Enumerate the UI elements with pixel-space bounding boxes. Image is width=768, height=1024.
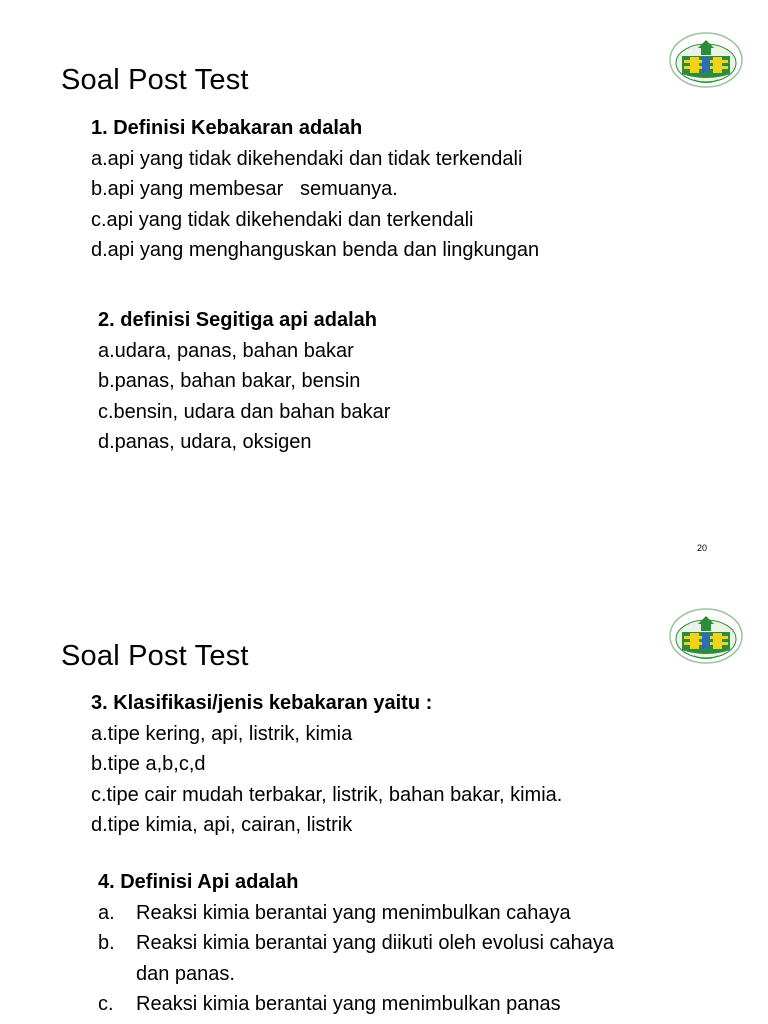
question-heading: 4. Definisi Api adalah <box>98 871 299 893</box>
option-c: c.api yang tidak dikehendaki dan terkendali <box>91 208 474 231</box>
option-text: Reaksi kimia berantai yang diikuti oleh evolusi cahaya dan panas. <box>136 932 615 985</box>
option-b: b.api yang membesar semuanya. <box>91 178 398 200</box>
institution-logo-icon <box>668 30 744 90</box>
question-heading: 2. definisi Segitiga api adalah <box>98 309 377 331</box>
question-3 <box>91 688 562 841</box>
option-text: Reaksi kimia berantai yang menimbulkan panas <box>136 993 561 1015</box>
option-a: a.api yang tidak dikehendaki dan tidak terkendali <box>91 147 523 170</box>
option-b <box>98 928 656 989</box>
option-d: d.panas, udara, oksigen <box>98 431 312 453</box>
option-b: b.panas, bahan bakar, bensin <box>98 370 361 392</box>
option-letter: b. <box>98 932 115 954</box>
institution-logo-icon <box>668 606 744 666</box>
option-a: a.udara, panas, bahan bakar <box>98 339 354 362</box>
question-heading: 3. Klasifikasi/jenis kebakaran yaitu : <box>91 692 433 714</box>
option-c: c.tipe cair mudah terbakar, listrik, bahan bakar, kimia. <box>91 783 563 806</box>
option-c <box>98 989 656 1020</box>
option-b: b.tipe a,b,c,d <box>91 753 206 775</box>
slide-page-2 <box>0 576 768 1024</box>
option-d: d.api yang menghanguskan benda dan lingkungan <box>91 239 540 261</box>
option-a <box>98 898 656 929</box>
option-a: a.tipe kering, api, listrik, kimia <box>91 722 353 745</box>
question-4 <box>98 867 656 1020</box>
option-letter: a. <box>98 901 115 924</box>
option-text: Reaksi kimia berantai yang menimbulkan cahaya <box>136 901 571 924</box>
option-d: d.tipe kimia, api, cairan, listrik <box>91 814 353 836</box>
page-number: 20 <box>697 543 708 553</box>
question-2 <box>98 305 390 458</box>
question-1 <box>91 113 539 266</box>
option-list <box>98 898 656 1020</box>
option-c: c.bensin, udara dan bahan bakar <box>98 400 391 423</box>
slide-title: Soal Post Test <box>61 64 249 96</box>
option-letter: c. <box>98 993 114 1015</box>
slide-title: Soal Post Test <box>61 640 249 672</box>
question-heading: 1. Definisi Kebakaran adalah <box>91 117 363 139</box>
